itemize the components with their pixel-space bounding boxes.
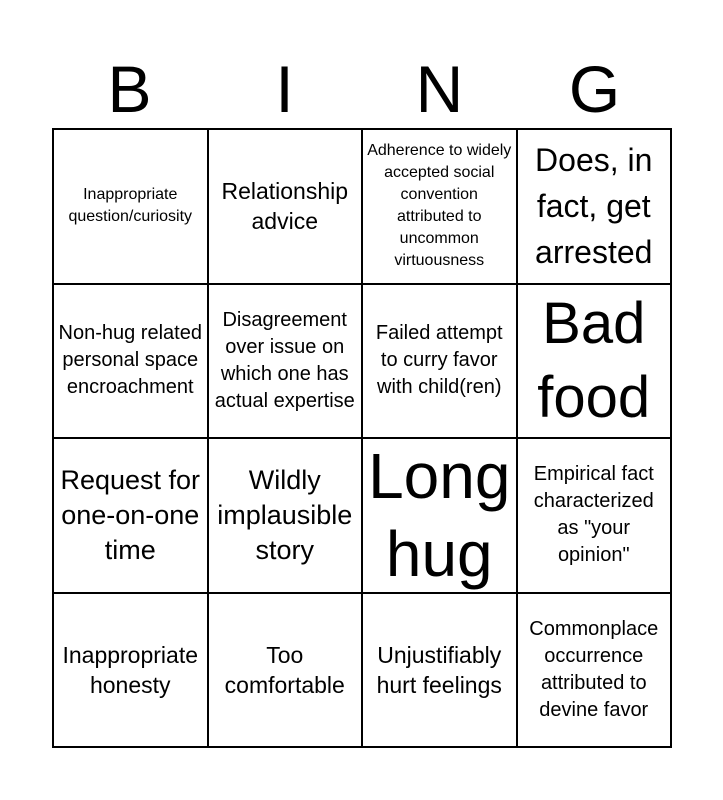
bingo-cell-r1-c3[interactable] [362,129,517,284]
bingo-cell-text: Too comfortable [224,641,345,698]
header-letter-n: N [415,52,464,126]
bingo-cell-text: Bad food [537,290,651,430]
bingo-card-grid [52,128,672,748]
header-letter-b: B [107,52,152,126]
header-letter-i: I [275,52,294,126]
bingo-cell-r4-c1[interactable] [53,593,208,748]
bingo-cell-r2-c2[interactable] [208,284,363,439]
bingo-cell-text: Inappropriate honesty [62,641,199,698]
bingo-cell-r3-c4[interactable] [517,438,672,593]
bingo-cell-text: Does, in fact, get arrested [535,142,653,271]
bingo-cell-r3-c1[interactable] [53,438,208,593]
bingo-cell-r4-c3[interactable] [362,593,517,748]
bingo-cell-text: Adherence to widely accepted social convention attributed to uncommon virtuousness [367,142,512,270]
bingo-cell-r1-c1[interactable] [53,129,208,284]
header-letter-g: G [568,52,621,126]
bingo-cell-text: Non-hug related personal space encroachment [58,322,202,399]
bingo-cell-r3-c3[interactable] [362,438,517,593]
bingo-cell-text: Empirical fact characterized as "your opinion" [533,463,654,567]
bingo-cell-text: Wildly implausible story [217,464,353,565]
bingo-cell-r2-c1[interactable] [53,284,208,439]
bingo-cell-r2-c4[interactable] [517,284,672,439]
bingo-cell-text: Commonplace occurrence attributed to devine favor [529,617,659,721]
bingo-cell-text: Relationship advice [221,178,349,235]
bingo-cell-text: Unjustifiably hurt feelings [376,641,502,698]
bingo-cell-r4-c4[interactable] [517,593,672,748]
bingo-cell-r3-c2[interactable] [208,438,363,593]
bingo-cell-r4-c2[interactable] [208,593,363,748]
bingo-cell-text: Request for one-on-one time [60,464,201,565]
bingo-cell-text: Failed attempt to curry favor with child(ren) [375,322,503,399]
bingo-cell-r2-c3[interactable] [362,284,517,439]
bingo-header [52,50,672,128]
bingo-cell-r1-c2[interactable] [208,129,363,284]
bingo-cell-text: Disagreement over issue on which one has actual expertise [214,308,355,412]
bingo-cell-text: Inappropriate question/curiosity [68,186,193,226]
bingo-cell-r1-c4[interactable] [517,129,672,284]
bingo-cell-text: Long hug [368,440,511,591]
